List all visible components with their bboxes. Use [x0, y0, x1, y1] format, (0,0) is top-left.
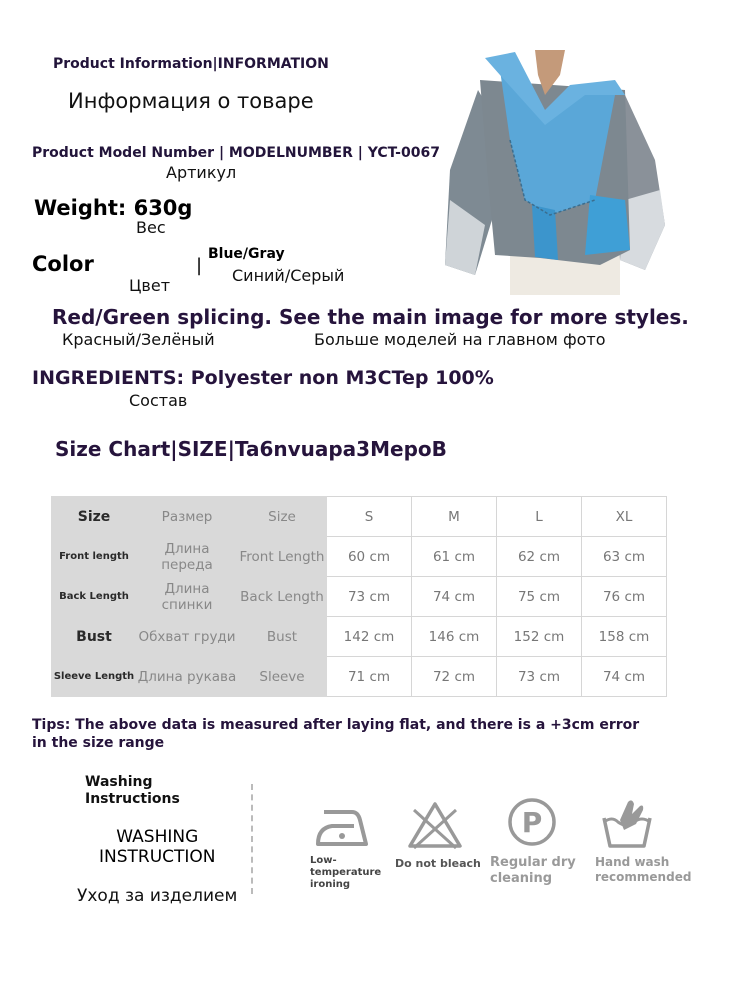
- do-not-bleach-icon: [404, 798, 466, 853]
- tips-note: Tips: The above data is measured after laying flat, and there is a +3cm error in the size range: [32, 717, 640, 751]
- cell-value: 63 cm: [582, 537, 667, 577]
- weight-label-ru: Вес: [136, 218, 166, 237]
- row-label-ru: Длина рукава: [137, 657, 238, 697]
- iron-label-line2: temperature: [310, 867, 382, 878]
- model-number-label: Product Model Number | MODELNUMBER | YCT-0067: [32, 145, 440, 161]
- color-separator: |: [196, 255, 203, 276]
- header-s: S: [327, 497, 412, 537]
- model-number-label-ru: Артикул: [166, 163, 237, 182]
- size-chart-title: Size Chart|SIZE|Ta6nvuapa3MepoB: [55, 437, 447, 461]
- hand-wash-icon: [598, 796, 656, 852]
- table-row: [52, 577, 667, 617]
- cell-value: 146 cm: [412, 617, 497, 657]
- row-label-en: Front Length: [238, 537, 327, 577]
- header-l: L: [497, 497, 582, 537]
- low-temperature-ironing-label: [310, 855, 381, 891]
- header-m: M: [412, 497, 497, 537]
- row-label-ru: Обхват груди: [137, 617, 238, 657]
- regular-dry-cleaning-label: [490, 855, 576, 887]
- splicing-note: Red/Green splicing. See the main image for more styles.: [52, 305, 689, 329]
- row-label-en: Back Length: [238, 577, 327, 617]
- cell-value: 76 cm: [582, 577, 667, 617]
- row-label-ru: Длина спинки: [137, 577, 238, 617]
- iron-label-line1: Low-: [310, 855, 337, 866]
- washing-instruction-en: [99, 827, 216, 867]
- low-temperature-iron-icon: [312, 800, 372, 850]
- washing-title-line1: Washing: [85, 774, 153, 790]
- row-label: Bust: [52, 617, 137, 657]
- ingredients-label: INGREDIENTS: Polyester non M3CTep 100%: [32, 367, 494, 389]
- washing-instruction-ru: Уход за изделием: [77, 886, 238, 906]
- color-label: Color: [32, 252, 94, 276]
- dry-label-line1: Regular dry: [490, 855, 576, 870]
- row-label-en: Bust: [238, 617, 327, 657]
- color-value: Blue/Gray: [208, 246, 285, 262]
- header-size: Size: [52, 497, 137, 537]
- cell-value: 152 cm: [497, 617, 582, 657]
- section-title-product-information: Product Information|INFORMATION: [53, 56, 329, 72]
- weight-label: Weight: 630g: [34, 196, 193, 220]
- product-photo: [440, 50, 670, 295]
- header-size-en: Size: [238, 497, 327, 537]
- row-label-en: Sleeve: [238, 657, 327, 697]
- section-title-product-information-ru: Информация о товаре: [68, 89, 314, 113]
- regular-dry-cleaning-icon: [506, 796, 558, 848]
- washing-en-line2: INSTRUCTION: [99, 847, 216, 867]
- size-chart-table: [51, 496, 667, 697]
- cell-value: 74 cm: [412, 577, 497, 617]
- washing-title-line2: Instructions: [85, 791, 180, 807]
- cell-value: 71 cm: [327, 657, 412, 697]
- cell-value: 72 cm: [412, 657, 497, 697]
- svg-text:P: P: [521, 806, 543, 839]
- ingredients-label-ru: Состав: [129, 391, 188, 410]
- iron-label-line3: ironing: [310, 879, 351, 890]
- washing-divider: [251, 784, 253, 894]
- row-label: Front length: [52, 537, 137, 577]
- dry-label-line2: cleaning: [490, 871, 553, 886]
- washing-en-line1: WASHING: [116, 827, 199, 847]
- header-size-ru: Размер: [137, 497, 238, 537]
- hand-label-line1: Hand wash: [595, 855, 670, 869]
- table-row: [52, 617, 667, 657]
- cell-value: 75 cm: [497, 577, 582, 617]
- cell-value: 61 cm: [412, 537, 497, 577]
- do-not-bleach-label: Do not bleach: [395, 857, 481, 870]
- splicing-note-ru-more: Больше моделей на главном фото: [314, 330, 606, 349]
- splicing-note-ru-colors: Красный/Зелёный: [62, 330, 215, 349]
- row-label: Sleeve Length: [52, 657, 137, 697]
- row-label: Back Length: [52, 577, 137, 617]
- cell-value: 142 cm: [327, 617, 412, 657]
- cell-value: 62 cm: [497, 537, 582, 577]
- hand-wash-label: [595, 855, 691, 885]
- cell-value: 73 cm: [497, 657, 582, 697]
- table-header-row: [52, 497, 667, 537]
- cell-value: 60 cm: [327, 537, 412, 577]
- table-row: [52, 657, 667, 697]
- color-label-ru: Цвет: [129, 276, 171, 295]
- table-row: [52, 537, 667, 577]
- cell-value: 74 cm: [582, 657, 667, 697]
- color-value-ru: Синий/Серый: [232, 266, 345, 285]
- header-xl: XL: [582, 497, 667, 537]
- cell-value: 73 cm: [327, 577, 412, 617]
- row-label-ru: Длина переда: [137, 537, 238, 577]
- hand-label-line2: recommended: [595, 870, 692, 884]
- cell-value: 158 cm: [582, 617, 667, 657]
- washing-title: [85, 774, 180, 808]
